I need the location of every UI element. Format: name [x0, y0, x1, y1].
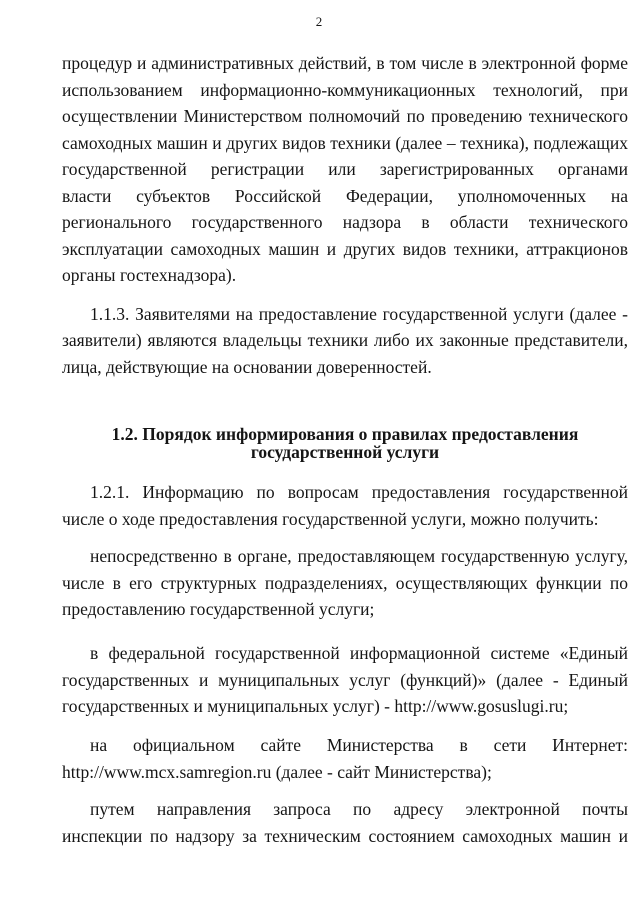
- paragraph-line: процедур и административных действий, в том числе в электронной форме: [62, 53, 628, 73]
- paragraph-line: государственных и муниципальных услуг (функций)» (далее - Единый: [62, 670, 628, 690]
- paragraph-line: самоходных машин и других видов техники (далее – техника), подлежащих: [62, 133, 628, 153]
- paragraph-line: государственной регистрации или зарегистрированных органами: [62, 159, 628, 179]
- paragraph-line: органы гостехнадзора).: [62, 265, 237, 285]
- page-number: 2: [315, 14, 323, 29]
- paragraph-line: осуществлении Министерством полномочий по проведению технического: [62, 106, 628, 126]
- paragraph-line: путем направления запроса по адресу электронной почты: [90, 799, 628, 819]
- paragraph-line: использованием информационно-коммуникационных технологий, при: [62, 80, 628, 100]
- paragraph-line: 1.1.3. Заявителями на предоставление государственной услуги (далее -: [90, 304, 628, 324]
- paragraph-line: власти субъектов Российской Федерации, уполномоченных на: [62, 186, 628, 206]
- paragraph-line: лица, действующие на основании доверенностей.: [62, 357, 432, 377]
- section-heading-line: государственной услуги: [250, 442, 440, 462]
- paragraph-line: эксплуатации самоходных машин и других видов техники, аттракционов: [62, 239, 628, 259]
- paragraph-line: предоставлению государственной услуги;: [62, 599, 375, 619]
- paragraph-line: инспекции по надзору за техническим состоянием самоходных машин и: [62, 826, 628, 846]
- paragraph-line: 1.2.1. Информацию по вопросам предоставления государственной: [90, 482, 628, 502]
- paragraph-line: государственных и муниципальных услуг) - http://www.gosuslugi.ru;: [62, 696, 569, 716]
- paragraph-line: регионального государственного надзора в области технического: [62, 212, 628, 232]
- paragraph-line: непосредственно в органе, предоставляющем государственную услугу,: [90, 546, 628, 566]
- paragraph-line: заявители) являются владельцы техники либо их законные представители,: [62, 330, 628, 350]
- paragraph-line: числе в его структурных подразделениях, осуществляющих функции по: [62, 573, 628, 593]
- section-heading-line: 1.2. Порядок информирования о правилах предоставления: [111, 424, 579, 444]
- paragraph-line: http://www.mcx.samregion.ru (далее - сайт Министерства);: [62, 762, 492, 782]
- paragraph-line: числе о ходе предоставления государственной услуги, можно получить:: [62, 509, 599, 529]
- paragraph-line: в федеральной государственной информационной системе «Единый: [90, 643, 628, 663]
- paragraph-line: на официальном сайте Министерства в сети Интернет:: [90, 735, 628, 755]
